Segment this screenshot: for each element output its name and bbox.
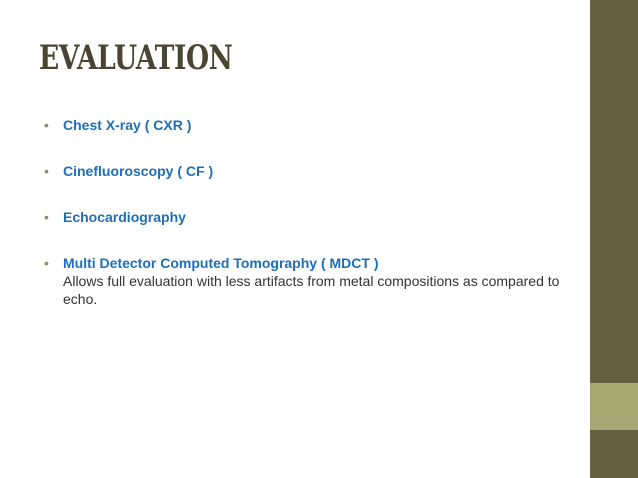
bullet-item-echo — [44, 208, 574, 226]
bullet-note: Allows full evaluation with less artifacts from metal compositions as compared to echo. — [63, 273, 560, 307]
bullet-dot-icon: • — [44, 209, 49, 225]
bullet-label: Echocardiography — [63, 209, 186, 225]
bullet-dot-icon: • — [44, 255, 49, 271]
bullet-dot-icon: • — [44, 117, 49, 133]
bullet-list — [44, 116, 574, 336]
bullet-dot-icon: • — [44, 163, 49, 179]
bullet-item-cxr — [44, 116, 574, 134]
bullet-label: Multi Detector Computed Tomography ( MDCT ) — [63, 255, 379, 271]
bullet-item-mdct — [44, 254, 574, 308]
slide-title: EVALUATION — [39, 38, 233, 78]
bullet-item-cf — [44, 162, 574, 180]
bullet-label: Chest X-ray ( CXR ) — [63, 117, 192, 133]
side-decoration-accent — [590, 383, 638, 430]
bullet-label: Cinefluoroscopy ( CF ) — [63, 163, 214, 179]
